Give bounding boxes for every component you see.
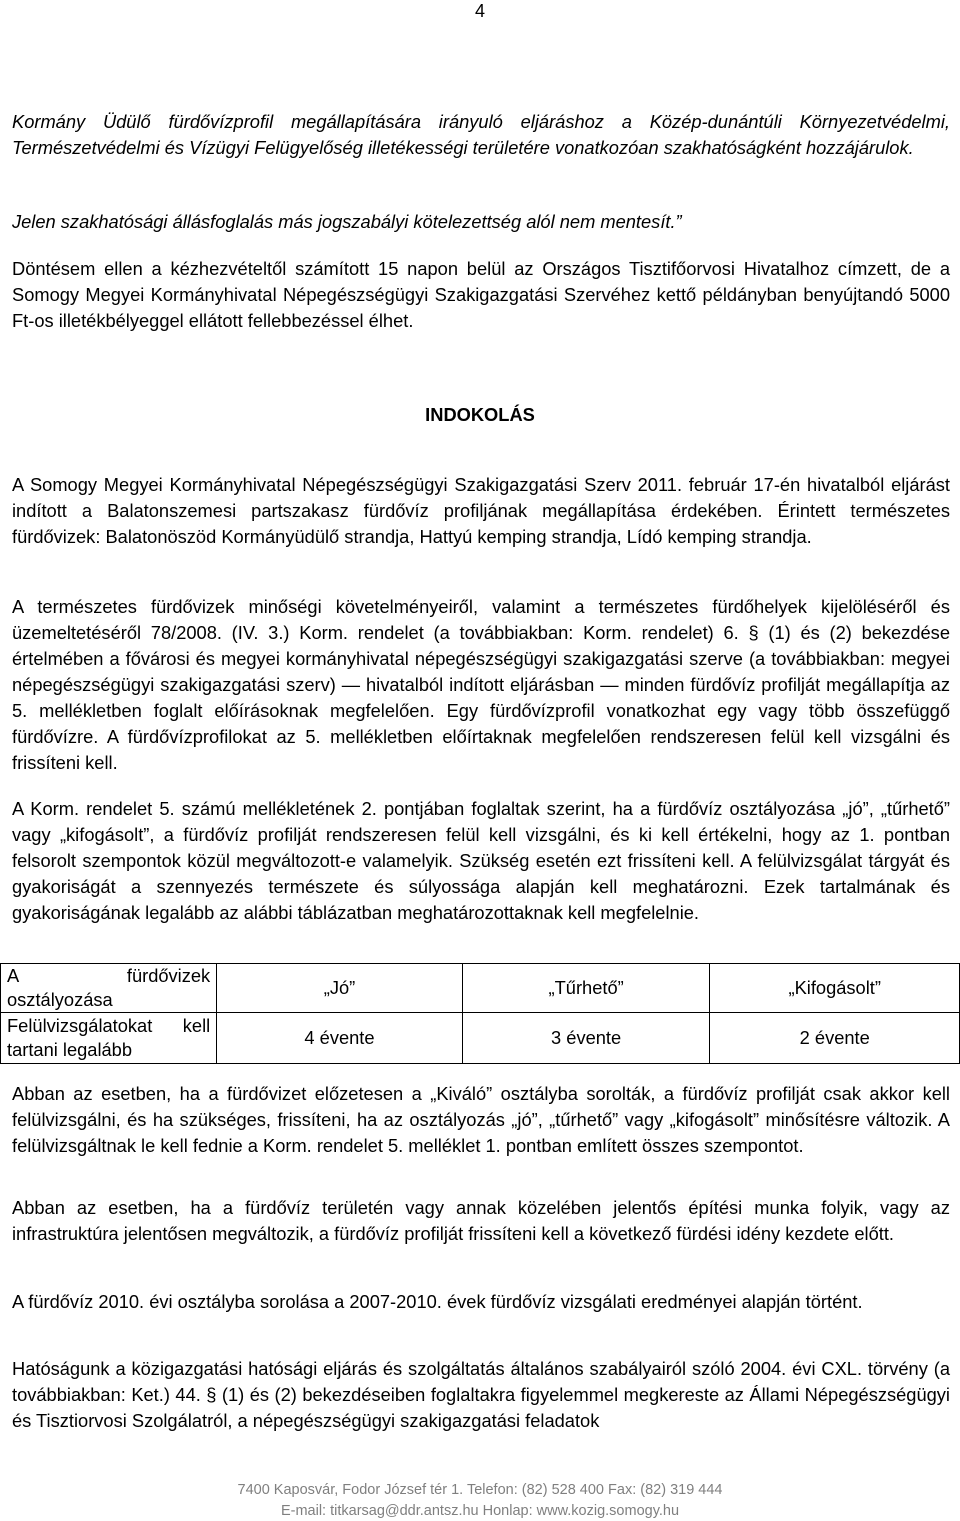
section-heading: INDOKOLÁS [425, 404, 535, 425]
table-row [1, 1013, 960, 1064]
footer-address: 7400 Kaposvár, Fodor József tér 1. Telefon: (82) 528 400 Fax: (82) 319 444 [237, 1482, 723, 1498]
paragraph-3-text: A Korm. rendelet 5. számú mellékletének 2. pontjában foglaltak szerint, ha a fürdővíz osztályozása „jó”, „tűrhető” vagy „kifogásolt”, a fürdővíz profilját rendszeresen felül kell vizsgálni, és ki kell értékelni, hogy az 1. pontban felsorolt szempontok közül megváltozott-e valamelyik. Szükség esetén ezt frissíteni kell. A felülvizsgálat tárgyát és gyakoriságát a szennyezés természete és súlyossága alapján kell meghatározni. Ezek tartalmának és gyakoriságának legalább az alábbi táblázatban meghatározottaknak kell megfelelnie. [12, 798, 950, 923]
paragraph-4 [12, 1081, 950, 1159]
paragraph-7 [12, 1356, 950, 1434]
table-cell-good-frequency: 4 évente [217, 1013, 463, 1064]
paragraph-2 [12, 594, 950, 776]
page-number: 4 [474, 1, 485, 21]
appeal-paragraph [12, 256, 950, 334]
table-row [1, 964, 960, 1013]
table-cell-tolerable-frequency: 3 évente [462, 1013, 710, 1064]
footer-contact: E-mail: titkarsag@ddr.antsz.hu Honlap: www.kozig.somogy.hu [280, 1503, 680, 1519]
intro-italic-paragraph [12, 109, 950, 161]
table-cell-objectionable-frequency: 2 évente [710, 1013, 960, 1064]
appeal-text: Döntésem ellen a kézhezvételtől számított 15 napon belül az Országos Tisztifőorvosi Hivatalhoz címzett, de a Somogy Megyei Kormányhivatal Népegészségügyi Szakigazgatási Szervéhez kettő példányban benyújtandó 5000 Ft-os illetékbélyeggel ellátott fellebbezéssel élhet. [12, 258, 950, 331]
intro-italic-text: Kormány Üdülő fürdővízprofil megállapítására irányuló eljáráshoz a Közép-dunántúli Környezetvédelmi, Természetvédelmi és Vízügyi Felügyelőség illetékességi területére vonatkozóan szakhatóságként hozzájárulok. [12, 111, 950, 158]
paragraph-1 [12, 472, 950, 550]
intro-italic-text-2: Jelen szakhatósági állásfoglalás más jogszabályi kötelezettség alól nem mentesít.” [12, 211, 682, 232]
table-row-header-review: Felülvizsgálatokat kell tartani legalább [1, 1013, 217, 1064]
table-column-header-tolerable: „Tűrhető” [462, 964, 710, 1013]
table-column-header-objectionable: „Kifogásolt” [710, 964, 960, 1013]
review-frequency-table [0, 963, 960, 1064]
paragraph-1-text: A Somogy Megyei Kormányhivatal Népegészségügyi Szakigazgatási Szerv 2011. február 17-én hivatalból eljárást indított a Balatonszemesi partszakasz fürdővíz profiljának megállapítása érdekében. Érintett természetes fürdővizek: Balatonöszöd Kormányüdülő strandja, Hattyú kemping strandja, Lídó kemping strandja. [12, 474, 950, 547]
table-column-header-good: „Jó” [217, 964, 463, 1013]
paragraph-4-text: Abban az esetben, ha a fürdővizet előzetesen a „Kiváló” osztályba sorolták, a fürdővíz profilját csak akkor kell felülvizsgálni, és ha szükséges, frissíteni, ha az osztályozás „jó”, „tűrhető” vagy „kifogásolt” minősítésre változik. A felülvizsgáltnak le kell fednie a Korm. rendelet 5. melléklet 1. pontban említett összes szempontot. [12, 1083, 950, 1156]
paragraph-3 [12, 796, 950, 926]
table-row-header-classification: A fürdővizek osztályozása [1, 964, 217, 1013]
paragraph-6 [12, 1289, 950, 1315]
intro-italic-paragraph-2 [12, 209, 950, 235]
paragraph-5 [12, 1195, 950, 1247]
paragraph-2-text: A természetes fürdővizek minőségi követelményeiről, valamint a természetes fürdőhelyek kijelöléséről és üzemeltetéséről 78/2008. (IV. 3.) Korm. rendelet (a továbbiakban: Korm. rendelet) 6. § (1) és (2) bekezdése értelmében a fővárosi és megyei kormányhivatal népegészségügyi szakigazgatási szerve (a továbbiakban: megyei népegészségügyi szakigazgatási szerv) — hivatalból indított eljárásban — minden fürdővíz profilját megállapítja az 5. mellékletben foglalt előírásoknak megfelelően. Egy fürdővízprofil vonatkozhat egy vagy több összefüggő fürdővízre. A fürdővízprofilokat az 5. mellékletben előírtaknak megfelelően rendszeresen felül kell vizsgálni és frissíteni kell. [12, 596, 950, 773]
paragraph-6-text: A fürdővíz 2010. évi osztályba sorolása a 2007-2010. évek fürdővíz vizsgálati eredményei alapján történt. [12, 1291, 863, 1312]
paragraph-7-text: Hatóságunk a közigazgatási hatósági eljárás és szolgáltatás általános szabályairól szóló 2004. évi CXL. törvény (a továbbiakban: Ket.) 44. § (1) és (2) bekezdéseiben foglaltakra figyelemmel megkereste az Állami Népegészségügyi és Tisztiorvosi Szolgálatról, a népegészségügyi szakigazgatási feladatok [12, 1358, 950, 1431]
paragraph-5-text: Abban az esetben, ha a fürdővíz területén vagy annak közelében jelentős építési munka folyik, vagy az infrastruktúra jelentősen megváltozik, a fürdővíz profilját frissíteni kell a következő fürdési idény kezdete előtt. [12, 1197, 950, 1244]
